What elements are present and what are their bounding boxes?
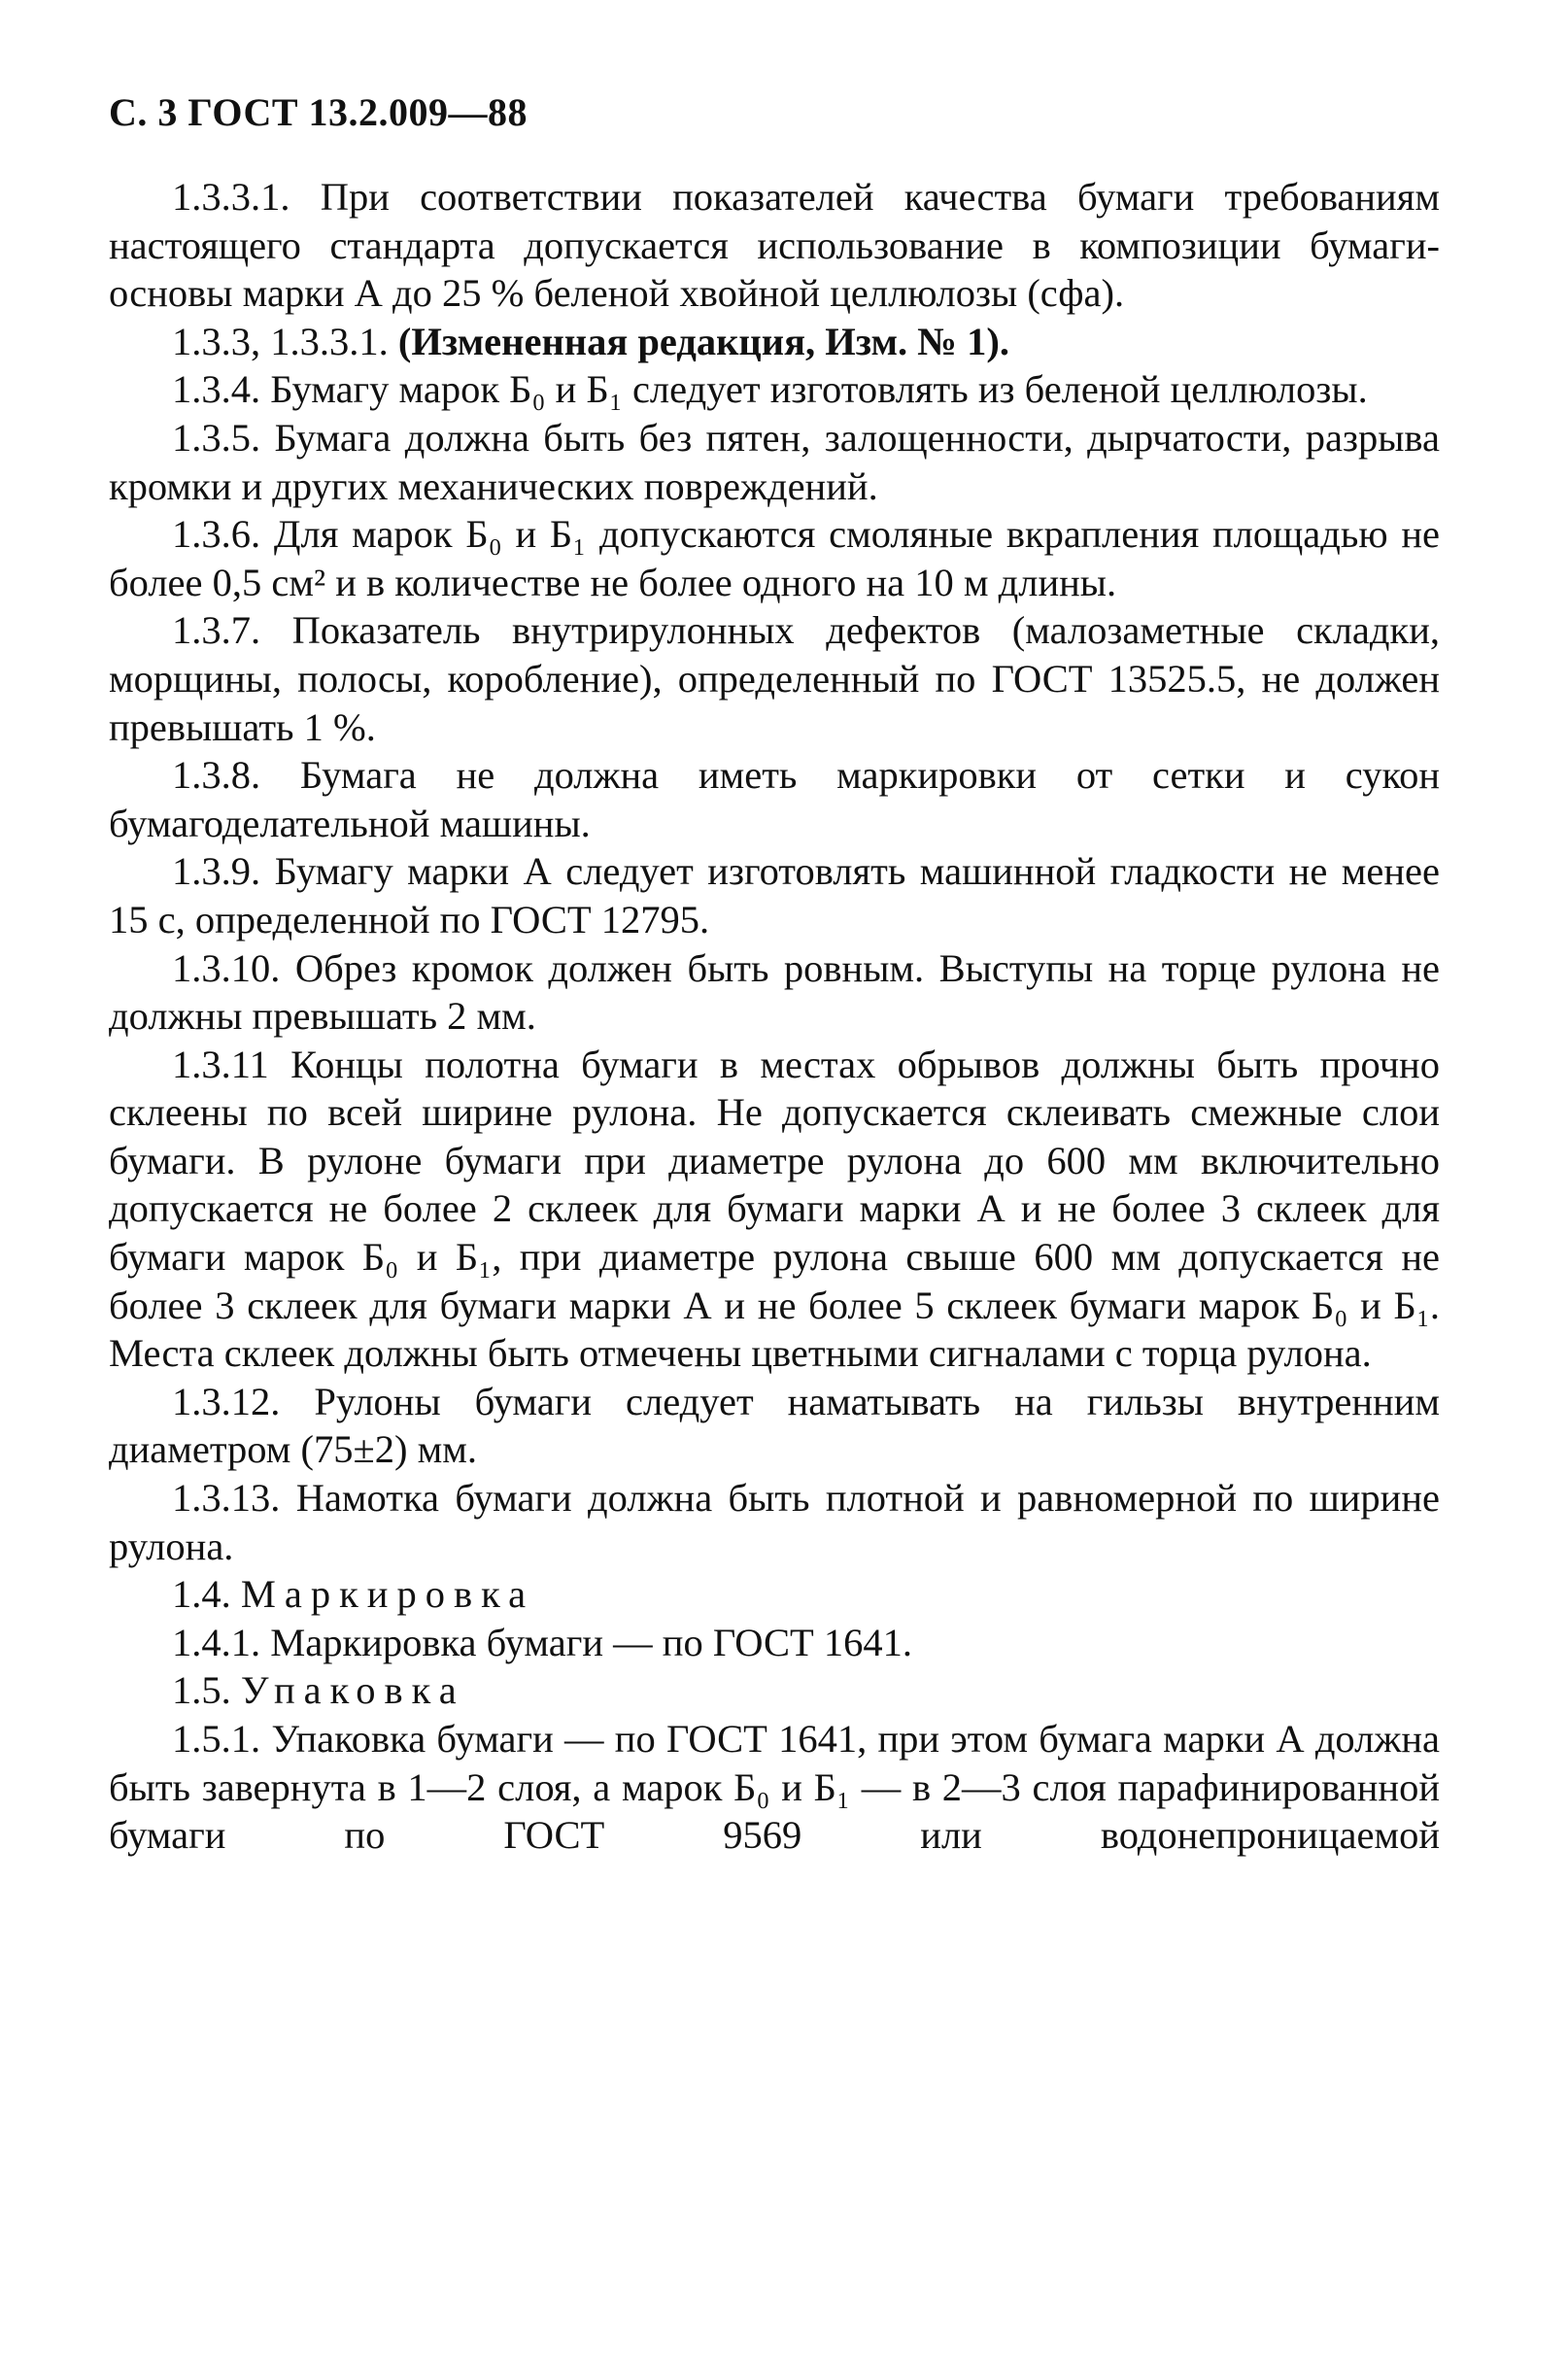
section-title-packaging: Упаковка bbox=[240, 1668, 465, 1713]
amendment-label: (Измененная редакция, Изм. № 1). bbox=[397, 319, 1009, 363]
section-heading-1-5 bbox=[109, 1666, 1440, 1715]
paragraph-1-3-8: 1.3.8. Бумага не должна иметь маркировки от сетки и сукон бумагоделательной машины. bbox=[109, 753, 1440, 845]
paragraph-1-5-1: 1.5.1. Упаковка бумаги — по ГОСТ 1641, при этом бумага марки А должна быть завернута в 1—2 слоя, а марок Б₀ и Б₁ — в 2—3 слоя парафинированной бумаги по ГОСТ 9569 или водонепроницаемой bbox=[109, 1717, 1440, 1858]
section-number-1-4: 1.4. bbox=[172, 1572, 241, 1617]
paragraph-1-4-1: 1.4.1. Маркировка бумаги — по ГОСТ 1641. bbox=[172, 1620, 912, 1664]
page-header: С. 3 ГОСТ 13.2.009—88 bbox=[109, 90, 528, 134]
paragraph-1-3-3-1: 1.3.3.1. При соответствии показателей качества бумаги требованиям настоящего стандарта допускается использование в композиции бумаги-основы марки А до 25 % беленой хвойной целлюлозы (сфа). bbox=[109, 175, 1440, 316]
section-heading-1-4 bbox=[109, 1570, 1440, 1619]
paragraph-1-3-9: 1.3.9. Бумагу марки А следует изготовлять машинной гладкости не менее 15 с, определенной по ГОСТ 12795. bbox=[109, 849, 1440, 941]
section-number-1-5: 1.5. bbox=[172, 1668, 241, 1713]
section-title-marking: Маркировка bbox=[240, 1572, 535, 1617]
paragraph-1-3-12: 1.3.12. Рулоны бумаги следует наматывать на гильзы внутренним диаметром (75±2) мм. bbox=[109, 1379, 1440, 1472]
paragraph-1-3-6: 1.3.6. Для марок Б₀ и Б₁ допускаются смоляные вкрапления площадью не более 0,5 см² и в количестве не более одного на 10 м длины. bbox=[109, 512, 1440, 604]
paragraph-1-3-5: 1.3.5. Бумага должна быть без пятен, залощенности, дырчатости, разрыва кромки и других механических повреждений. bbox=[109, 415, 1440, 508]
paragraph-1-3-13: 1.3.13. Намотка бумаги должна быть плотной и равномерной по ширине рулона. bbox=[109, 1476, 1440, 1568]
amendment-prefix: 1.3.3, 1.3.3.1. bbox=[172, 319, 398, 363]
amendment-note bbox=[109, 318, 1440, 366]
paragraph-1-3-4: 1.3.4. Бумагу марок Б₀ и Б₁ следует изготовлять из беленой целлюлозы. bbox=[172, 367, 1368, 412]
paragraph-1-3-10: 1.3.10. Обрез кромок должен быть ровным. Выступы на торце рулона не должны превышать 2 мм. bbox=[109, 945, 1440, 1039]
body-text bbox=[109, 173, 1440, 1860]
paragraph-1-3-7: 1.3.7. Показатель внутрирулонных дефектов (малозаметные складки, морщины, полосы, коробление), определенный по ГОСТ 13525.5, не должен превышать 1 %. bbox=[109, 608, 1440, 749]
paragraph-1-3-11: 1.3.11 Концы полотна бумаги в местах обрывов должны быть прочно склеены по всей ширине рулона. Не допускается склеивать смежные слои бумаги. В рулоне бумаги при диаметре рулона до 600 мм включительно допускается не более 2 склеек для бумаги марки А и не более 3 склеек для бумаги марок Б₀ и Б₁, при диаметре рулона свыше 600 мм допускается не более 3 склеек для бумаги марки А и не более 5 склеек бумаги марок Б₀ и Б₁. Места склеек должны быть отмечены цветными сигналами с торца рулона. bbox=[109, 1042, 1440, 1376]
